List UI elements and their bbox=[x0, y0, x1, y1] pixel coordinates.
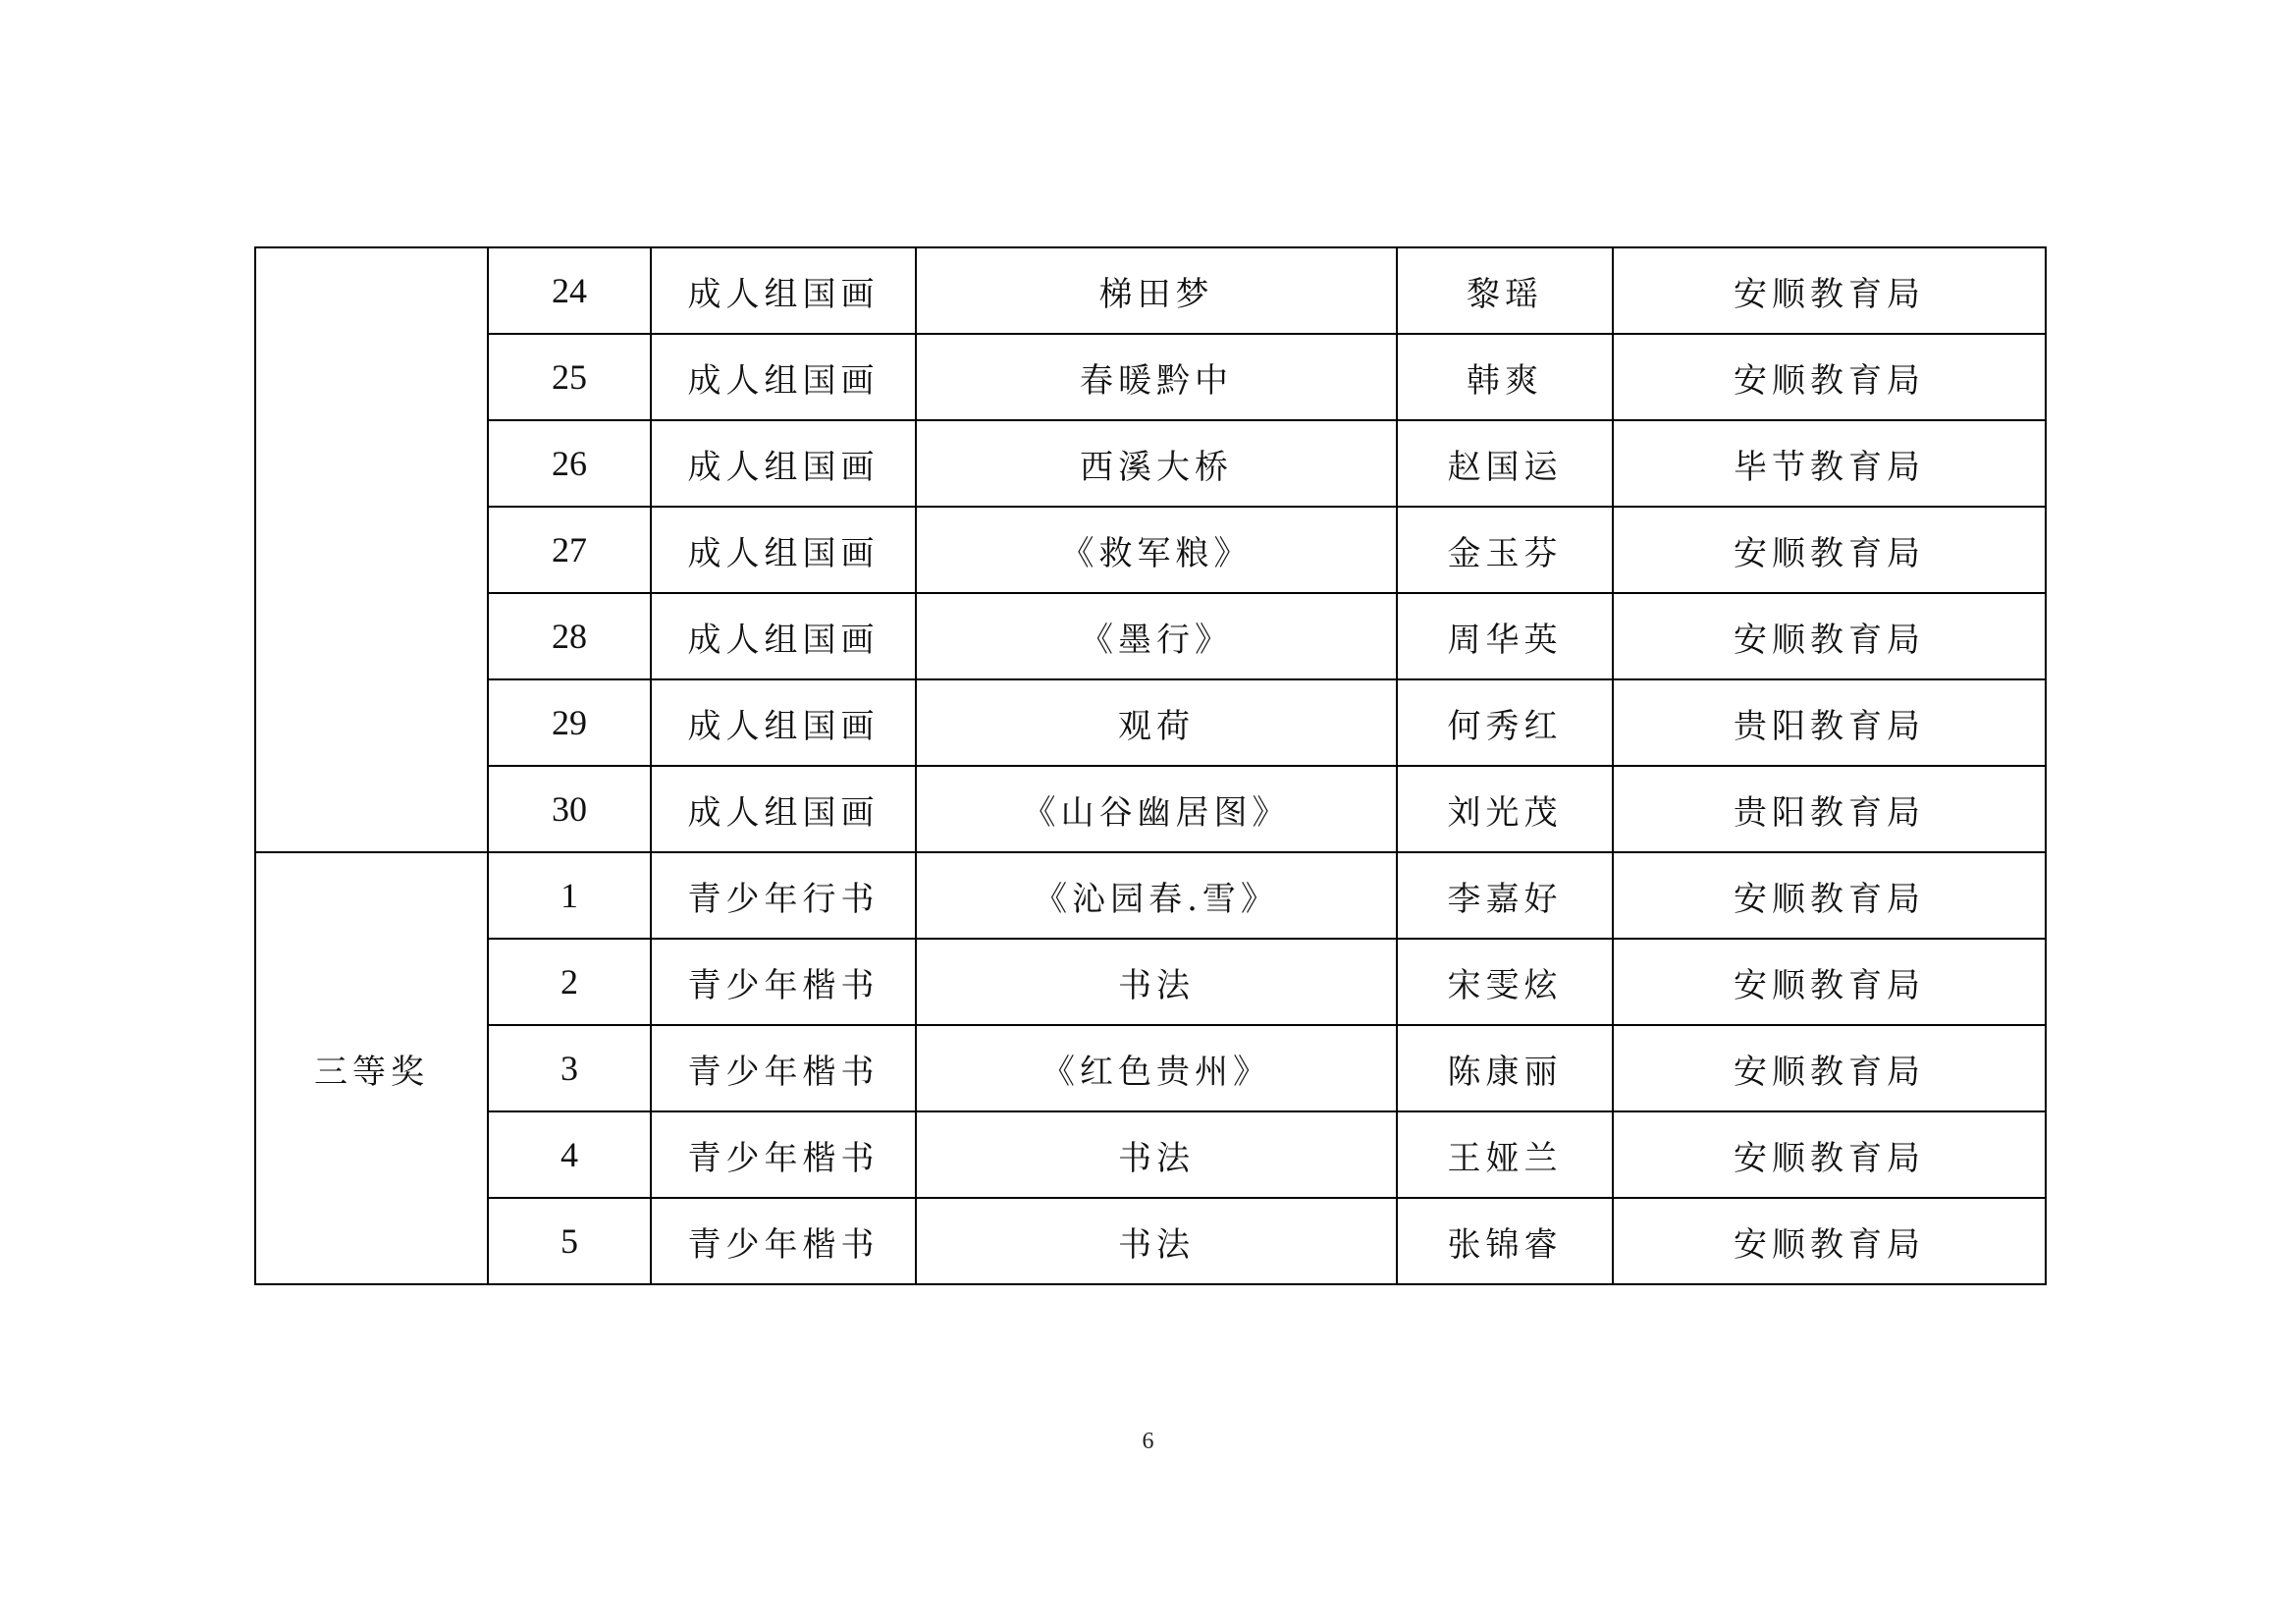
author-cell: 宋雯炫 bbox=[1397, 939, 1613, 1025]
category-cell: 成人组国画 bbox=[651, 334, 916, 420]
title-cell: 《救军粮》 bbox=[916, 507, 1397, 593]
unit-cell: 毕节教育局 bbox=[1613, 420, 2046, 507]
category-cell: 青少年楷书 bbox=[651, 1111, 916, 1198]
number-cell: 29 bbox=[488, 679, 651, 766]
unit-cell: 安顺教育局 bbox=[1613, 1111, 2046, 1198]
category-cell: 青少年楷书 bbox=[651, 1198, 916, 1284]
number-cell: 4 bbox=[488, 1111, 651, 1198]
table-row bbox=[255, 247, 2046, 334]
table-row bbox=[255, 939, 2046, 1025]
table-row bbox=[255, 1111, 2046, 1198]
award-table bbox=[254, 246, 2047, 1285]
number-cell: 27 bbox=[488, 507, 651, 593]
unit-cell: 安顺教育局 bbox=[1613, 507, 2046, 593]
author-cell: 刘光茂 bbox=[1397, 766, 1613, 852]
prize-level-cell bbox=[255, 247, 488, 852]
category-cell: 成人组国画 bbox=[651, 247, 916, 334]
unit-cell: 安顺教育局 bbox=[1613, 334, 2046, 420]
unit-cell: 安顺教育局 bbox=[1613, 593, 2046, 679]
table-row bbox=[255, 420, 2046, 507]
author-cell: 金玉芬 bbox=[1397, 507, 1613, 593]
author-cell: 黎瑶 bbox=[1397, 247, 1613, 334]
category-cell: 成人组国画 bbox=[651, 766, 916, 852]
title-cell: 《红色贵州》 bbox=[916, 1025, 1397, 1111]
author-cell: 张锦睿 bbox=[1397, 1198, 1613, 1284]
number-cell: 5 bbox=[488, 1198, 651, 1284]
number-cell: 2 bbox=[488, 939, 651, 1025]
author-cell: 王娅兰 bbox=[1397, 1111, 1613, 1198]
unit-cell: 贵阳教育局 bbox=[1613, 766, 2046, 852]
page-number: 6 bbox=[1142, 1429, 1154, 1454]
third-prize-label: 三等奖 bbox=[255, 852, 488, 1284]
table-row bbox=[255, 1025, 2046, 1111]
unit-cell: 安顺教育局 bbox=[1613, 1198, 2046, 1284]
title-cell: 《沁园春.雪》 bbox=[916, 852, 1397, 939]
title-cell: 梯田梦 bbox=[916, 247, 1397, 334]
number-cell: 26 bbox=[488, 420, 651, 507]
number-cell: 30 bbox=[488, 766, 651, 852]
author-cell: 赵国运 bbox=[1397, 420, 1613, 507]
table-row bbox=[255, 1198, 2046, 1284]
category-cell: 青少年楷书 bbox=[651, 939, 916, 1025]
title-cell: 西溪大桥 bbox=[916, 420, 1397, 507]
title-cell: 春暖黔中 bbox=[916, 334, 1397, 420]
author-cell: 李嘉好 bbox=[1397, 852, 1613, 939]
number-cell: 24 bbox=[488, 247, 651, 334]
author-cell: 陈康丽 bbox=[1397, 1025, 1613, 1111]
table-row bbox=[255, 507, 2046, 593]
author-cell: 韩爽 bbox=[1397, 334, 1613, 420]
unit-cell: 安顺教育局 bbox=[1613, 247, 2046, 334]
category-cell: 成人组国画 bbox=[651, 679, 916, 766]
title-cell: 观荷 bbox=[916, 679, 1397, 766]
table-row bbox=[255, 852, 2046, 939]
category-cell: 成人组国画 bbox=[651, 593, 916, 679]
title-cell: 书法 bbox=[916, 1198, 1397, 1284]
table-row bbox=[255, 766, 2046, 852]
title-cell: 《山谷幽居图》 bbox=[916, 766, 1397, 852]
number-cell: 1 bbox=[488, 852, 651, 939]
title-cell: 书法 bbox=[916, 939, 1397, 1025]
unit-cell: 贵阳教育局 bbox=[1613, 679, 2046, 766]
table-row bbox=[255, 593, 2046, 679]
author-cell: 何秀红 bbox=[1397, 679, 1613, 766]
table-row bbox=[255, 334, 2046, 420]
unit-cell: 安顺教育局 bbox=[1613, 1025, 2046, 1111]
unit-cell: 安顺教育局 bbox=[1613, 939, 2046, 1025]
number-cell: 25 bbox=[488, 334, 651, 420]
unit-cell: 安顺教育局 bbox=[1613, 852, 2046, 939]
number-cell: 3 bbox=[488, 1025, 651, 1111]
number-cell: 28 bbox=[488, 593, 651, 679]
category-cell: 成人组国画 bbox=[651, 507, 916, 593]
category-cell: 青少年行书 bbox=[651, 852, 916, 939]
title-cell: 《墨行》 bbox=[916, 593, 1397, 679]
table-row bbox=[255, 679, 2046, 766]
title-cell: 书法 bbox=[916, 1111, 1397, 1198]
author-cell: 周华英 bbox=[1397, 593, 1613, 679]
category-cell: 成人组国画 bbox=[651, 420, 916, 507]
category-cell: 青少年楷书 bbox=[651, 1025, 916, 1111]
